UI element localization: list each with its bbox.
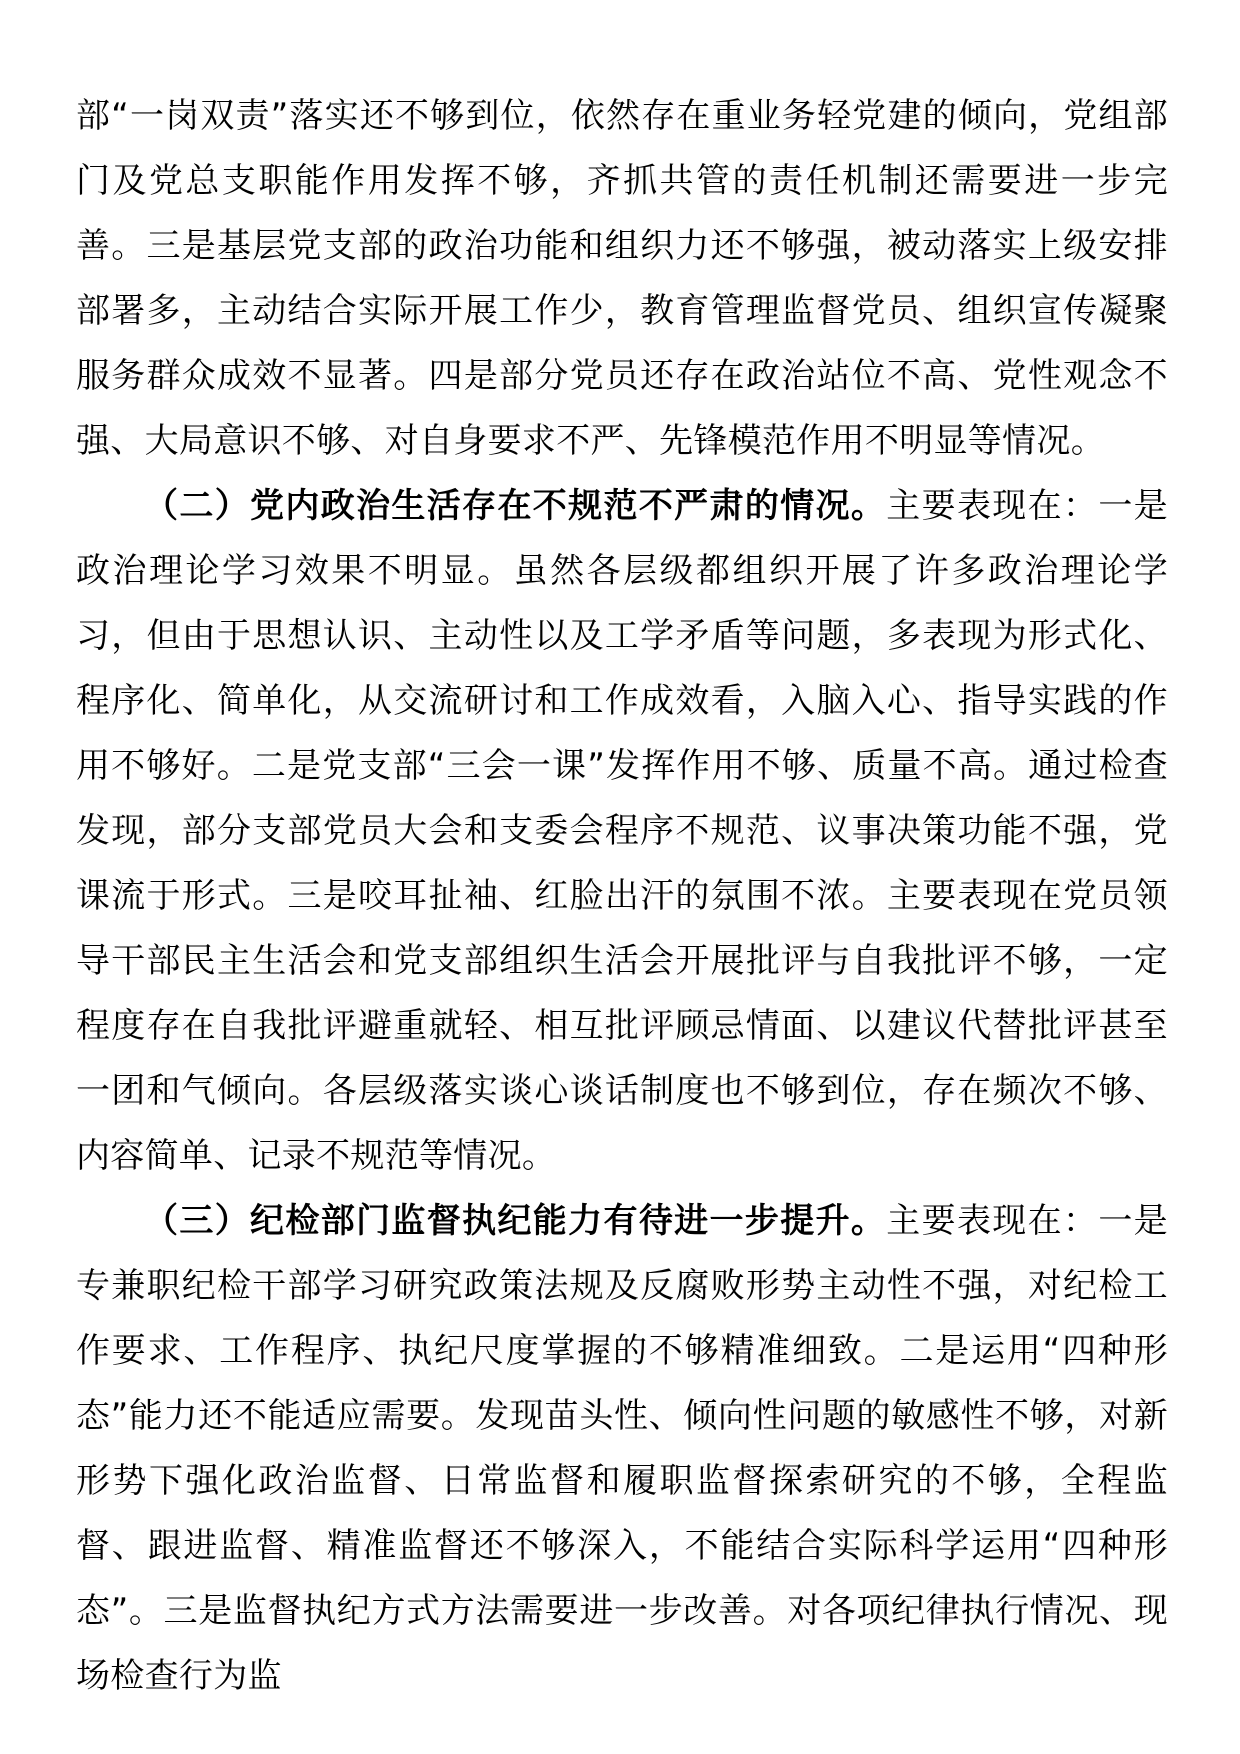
section-heading: （三）纪检部门监督执纪能力有待进一步提升。 <box>144 1201 887 1241</box>
paragraph-section-2 <box>76 474 1168 1189</box>
paragraph-continuation <box>76 84 1168 474</box>
section-heading: （二）党内政治生活存在不规范不严肃的情况。 <box>144 486 887 526</box>
paragraph-body-text: 主要表现在：一是政治理论学习效果不明显。虽然各层级都组织开展了许多政治理论学习，但由于思想认识、主动性以及工学矛盾等问题，多表现为形式化、程序化、简单化，从交流研讨和工作成效看，入脑入心、指导实践的作用不够好。二是党支部“三会一课”发挥作用不够、质量不高。通过检查发现，部分支部党员大会和支委会程序不规范、议事决策功能不强，党课流于形式。三是咬耳扯袖、红脸出汗的氛围不浓。主要表现在党员领导干部民主生活会和党支部组织生活会开展批评与自我批评不够，一定程度存在自我批评避重就轻、相互批评顾忌情面、以建议代替批评甚至一团和气倾向。各层级落实谈心谈话制度也不够到位，存在频次不够、内容简单、记录不规范等情况。 <box>76 486 1168 1176</box>
paragraph-body-text: 主要表现在：一是专兼职纪检干部学习研究政策法规及反腐败形势主动性不强，对纪检工作要求、工作程序、执纪尺度掌握的不够精准细致。二是运用“四种形态”能力还不能适应需要。发现苗头性、倾向性问题的敏感性不够，对新形势下强化政治监督、日常监督和履职监督探索研究的不够，全程监督、跟进监督、精准监督还不够深入，不能结合实际科学运用“四种形态”。三是监督执纪方式方法需要进一步改善。对各项纪律执行情况、现场检查行为监 <box>76 1201 1168 1696</box>
paragraph-body-text: 部“一岗双责”落实还不够到位，依然存在重业务轻党建的倾向，党组部门及党总支职能作用发挥不够，齐抓共管的责任机制还需要进一步完善。三是基层党支部的政治功能和组织力还不够强，被动落实上级安排部署多，主动结合实际开展工作少，教育管理监督党员、组织宣传凝聚服务群众成效不显著。四是部分党员还存在政治站位不高、党性观念不强、大局意识不够、对自身要求不严、先锋模范作用不明显等情况。 <box>76 96 1168 461</box>
paragraph-section-3 <box>76 1189 1168 1709</box>
document-body <box>76 84 1168 1709</box>
